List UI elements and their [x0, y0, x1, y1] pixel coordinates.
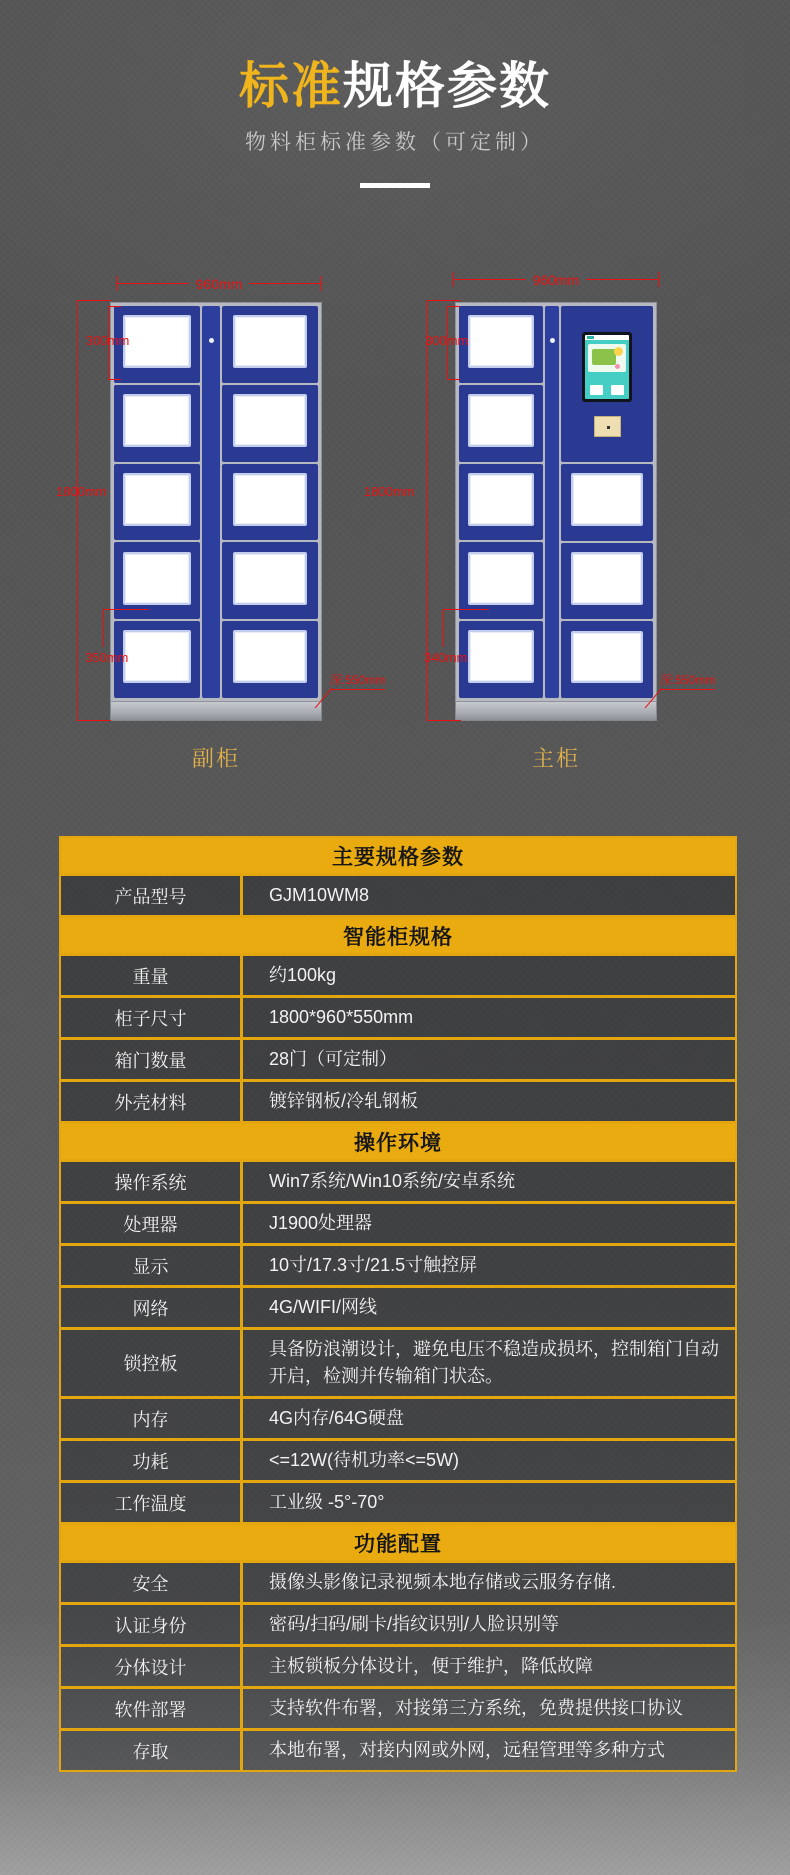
- spec-value: 4G/WIFI/网线: [269, 1297, 377, 1317]
- spec-label: 处理器: [61, 1204, 243, 1243]
- locker-door: [561, 621, 653, 698]
- door-window: [123, 394, 190, 447]
- door-window: [571, 473, 643, 526]
- spec-row: [61, 1399, 735, 1441]
- door-window: [571, 631, 643, 684]
- locker-door: [114, 385, 200, 462]
- spec-label: 认证身份: [61, 1605, 243, 1644]
- spec-section-header: 智能柜规格: [61, 918, 735, 956]
- spec-value: 主板锁板分体设计，便于维护，降低故障: [269, 1656, 593, 1676]
- cabinet-diagram-sub: [110, 302, 322, 721]
- locker-door: [222, 542, 318, 619]
- door-window: [233, 394, 308, 447]
- hinge-strip: [202, 306, 220, 698]
- spec-label: 重量: [61, 956, 243, 995]
- door-window: [123, 552, 190, 605]
- locker-door: [114, 542, 200, 619]
- locker-door: [561, 464, 653, 541]
- door-window: [468, 552, 534, 605]
- page-subtitle: 物料柜标准参数（可定制）: [245, 131, 545, 154]
- dim-bottom-bracket-sub: [103, 609, 149, 647]
- spec-row: [61, 956, 735, 998]
- spec-label: 箱门数量: [61, 1040, 243, 1079]
- spec-row: [61, 1288, 735, 1330]
- spec-value: Win7系统/Win10系统/安卓系统: [269, 1171, 516, 1191]
- spec-row: [61, 998, 735, 1040]
- locker-door: [222, 306, 318, 383]
- door-window: [233, 315, 308, 368]
- spec-row: [61, 1563, 735, 1605]
- spec-label: 显示: [61, 1246, 243, 1285]
- door-window: [571, 552, 643, 605]
- spec-value: 10寸/17.3寸/21.5寸触控屏: [269, 1255, 478, 1275]
- locker-door: [222, 621, 318, 698]
- cabinet-sub-caption: 副柜: [191, 746, 240, 771]
- spec-label: 外壳材料: [61, 1082, 243, 1121]
- spec-value: 28门（可定制）: [269, 1049, 398, 1069]
- spec-row: [61, 1082, 735, 1124]
- spec-label: 功耗: [61, 1441, 243, 1480]
- spec-label: 网络: [61, 1288, 243, 1327]
- cabinet-main-base: [455, 702, 657, 721]
- spec-row: [61, 1330, 735, 1399]
- touchscreen: [582, 332, 632, 402]
- spec-row: [61, 1731, 735, 1770]
- spec-value: 具备防浪潮设计，避免电压不稳造成损坏，控制箱门自动开启，检测并传输箱门状态。: [269, 1339, 719, 1386]
- spec-value: GJM10WM8: [269, 885, 370, 905]
- spec-label: 软件部署: [61, 1689, 243, 1728]
- spec-row: [61, 1246, 735, 1288]
- spec-label: 安全: [61, 1563, 243, 1602]
- cabinet-diagram-main: [455, 302, 657, 721]
- cabinet-sub-base: [110, 702, 322, 721]
- locker-door: [459, 464, 543, 541]
- dim-width-sub: 960mm: [116, 276, 322, 291]
- dim-bottom-label-main: 340mm: [424, 650, 468, 665]
- spec-value: 支持软件布署，对接第三方系统，免费提供接口协议: [269, 1698, 683, 1718]
- cabinet-main-caption: 主柜: [531, 746, 580, 771]
- spec-value: 本地布署，对接内网或外网，远程管理等多种方式: [269, 1740, 665, 1760]
- door-column-right: [222, 306, 318, 698]
- spec-value: 1800*960*550mm: [269, 1007, 414, 1027]
- spec-row: [61, 1162, 735, 1204]
- door-window: [468, 394, 534, 447]
- spec-label: 工作温度: [61, 1483, 243, 1522]
- spec-value: J1900处理器: [269, 1213, 373, 1233]
- locker-door: [561, 543, 653, 620]
- locker-door: [222, 385, 318, 462]
- spec-row: [61, 1605, 735, 1647]
- spec-label: 存取: [61, 1731, 243, 1770]
- locker-door: [459, 306, 543, 383]
- spec-table: [59, 836, 737, 1772]
- spec-value: 约100kg: [269, 965, 337, 985]
- spec-label: 操作系统: [61, 1162, 243, 1201]
- page-title: [0, 46, 790, 118]
- spec-label: 锁控板: [61, 1330, 243, 1396]
- door-window: [123, 315, 190, 368]
- dim-bottom-label-sub: 350mm: [85, 650, 129, 665]
- spec-row: [61, 876, 735, 918]
- spec-value: 密码/扫码/刷卡/指纹识别/人脸识别等: [269, 1614, 560, 1634]
- dim-width-main: 960mm: [453, 272, 659, 287]
- spec-row: [61, 1647, 735, 1689]
- door-window: [123, 473, 190, 526]
- spec-section-header: 功能配置: [61, 1525, 735, 1563]
- spec-row: [61, 1689, 735, 1731]
- door-window: [468, 473, 534, 526]
- spec-row: [61, 1204, 735, 1246]
- dim-depth-label-sub: 深:550mm: [330, 671, 385, 690]
- keypad-lock: [594, 416, 621, 437]
- spec-section-header: 操作环境: [61, 1124, 735, 1162]
- spec-row: [61, 1040, 735, 1082]
- locker-door: [459, 542, 543, 619]
- door-column-right: [561, 306, 653, 698]
- dim-cell-label-sub: 300mm: [86, 333, 130, 348]
- spec-label: 内存: [61, 1399, 243, 1438]
- dim-depth-label-main: 深:550mm: [660, 671, 715, 690]
- spec-row: [61, 1483, 735, 1525]
- spec-section-header: 主要规格参数: [61, 838, 735, 876]
- dim-height-sub: 1800mm: [77, 300, 111, 721]
- spec-value: 摄像头影像记录视频本地存储或云服务存储.: [269, 1572, 616, 1592]
- locker-door: [114, 464, 200, 541]
- locker-door: [459, 385, 543, 462]
- spec-value: 工业级 -5°-70°: [269, 1492, 385, 1512]
- spec-value: 4G内存/64G硬盘: [269, 1408, 405, 1428]
- page-title-highlight: 标准: [239, 58, 343, 114]
- door-window: [233, 552, 308, 605]
- title-divider: [360, 183, 430, 188]
- touchscreen-ui: [585, 335, 629, 399]
- dim-height-main: 1800mm: [427, 300, 461, 721]
- hinge-strip: [545, 306, 559, 698]
- dim-bottom-bracket-main: [443, 609, 489, 647]
- door-window: [468, 315, 534, 368]
- door-window: [233, 630, 308, 683]
- spec-label: 柜子尺寸: [61, 998, 243, 1037]
- spec-value: <=12W(待机功率<=5W): [269, 1450, 460, 1470]
- door-window: [233, 473, 308, 526]
- control-door: [561, 306, 653, 462]
- spec-label: 产品型号: [61, 876, 243, 915]
- dim-cell-label-main: 300mm: [425, 333, 469, 348]
- page-title-rest: 规格参数: [343, 58, 551, 114]
- spec-value: 镀锌钢板/冷轧钢板: [269, 1091, 419, 1111]
- locker-door: [222, 464, 318, 541]
- spec-label: 分体设计: [61, 1647, 243, 1686]
- spec-row: [61, 1441, 735, 1483]
